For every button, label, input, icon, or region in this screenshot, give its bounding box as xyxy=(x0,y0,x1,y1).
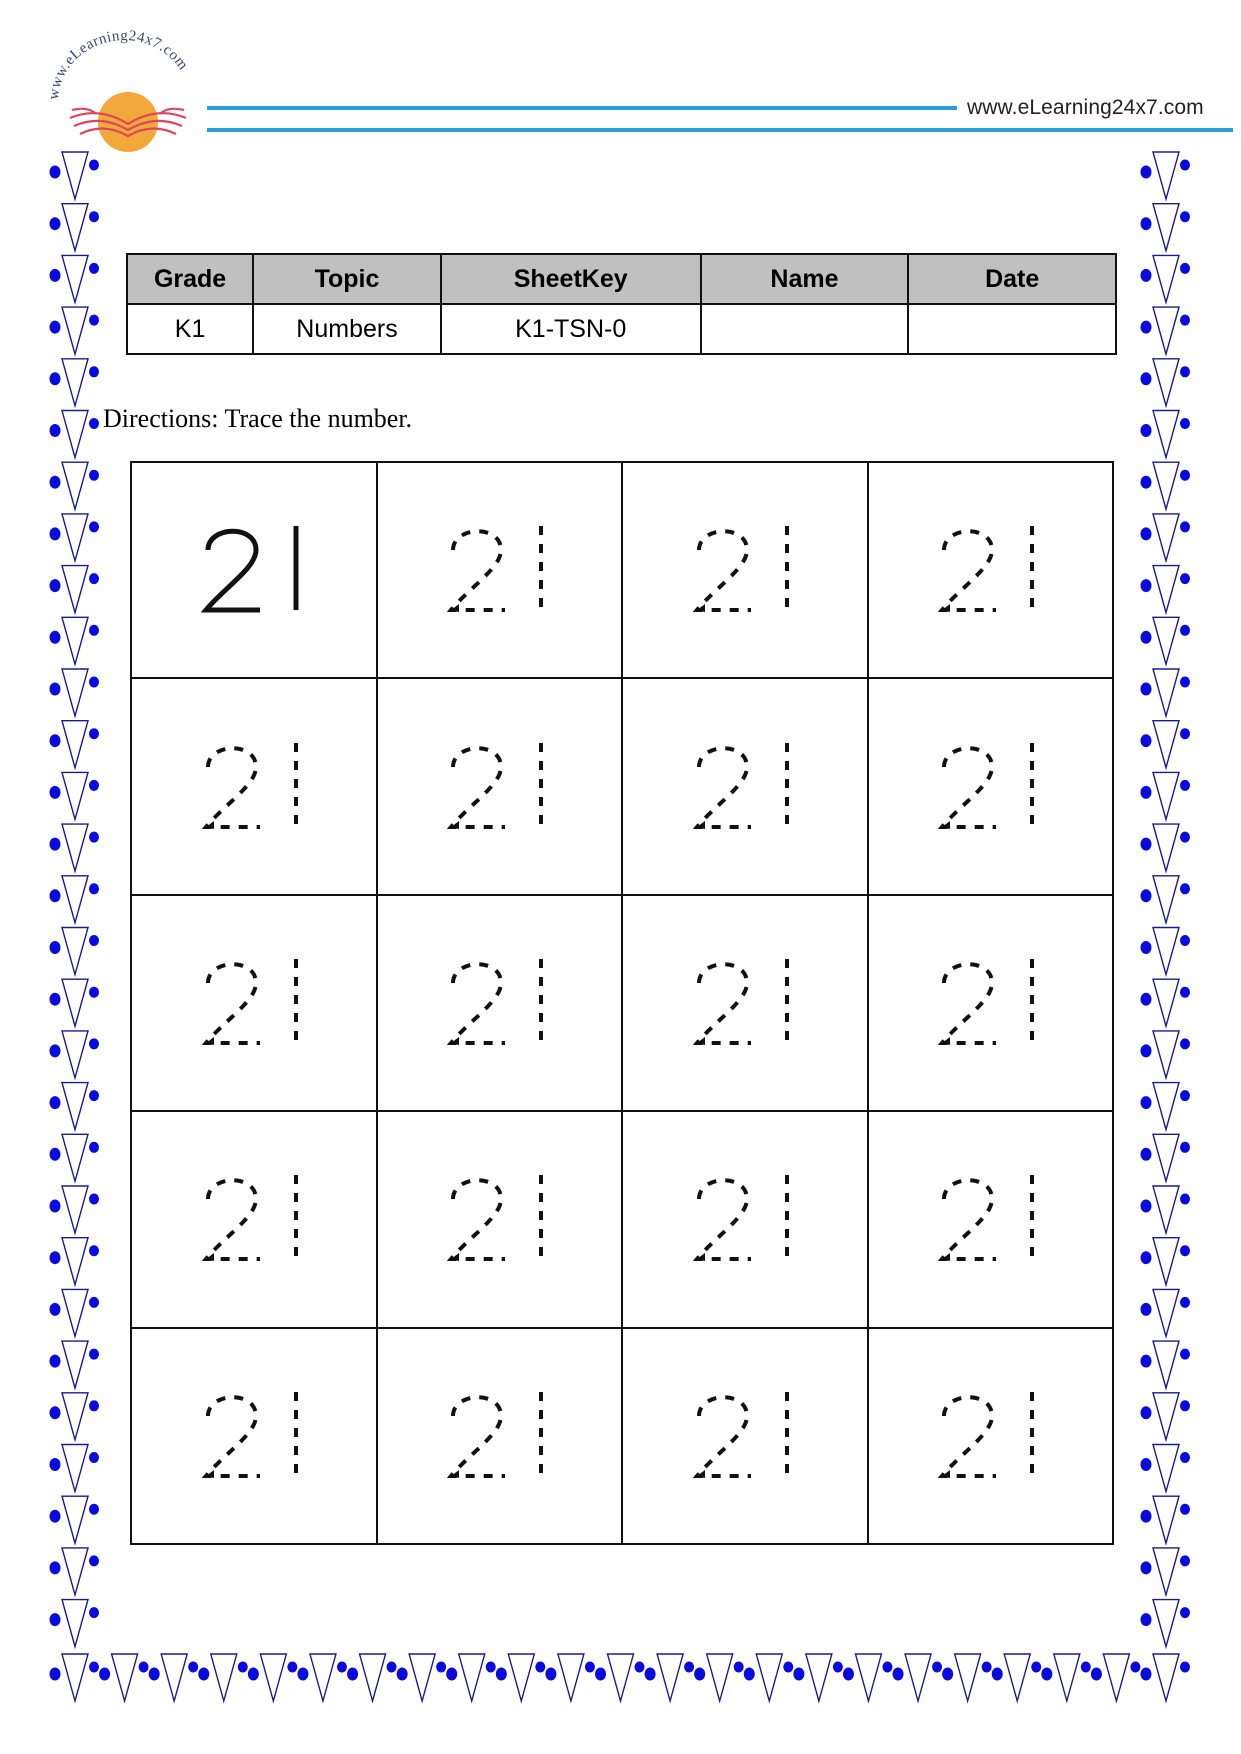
border-motif xyxy=(1141,514,1191,561)
border-motif xyxy=(1141,1134,1191,1181)
border-motif xyxy=(1141,928,1191,975)
number-21-dashed xyxy=(930,953,1050,1053)
border-motif xyxy=(992,1654,1042,1701)
trace-cell[interactable] xyxy=(868,1111,1114,1327)
sun-open-book-icon xyxy=(44,22,214,152)
border-motif xyxy=(793,1654,843,1701)
number-21-dashed xyxy=(685,1386,805,1486)
trace-row xyxy=(131,1328,1113,1544)
number-21-dashed xyxy=(194,1169,314,1269)
number-21-dashed xyxy=(685,953,805,1053)
border-motif xyxy=(50,824,100,871)
border-motif xyxy=(1141,1548,1191,1595)
border-motif xyxy=(50,204,100,251)
border-motif xyxy=(50,566,100,613)
border-motif xyxy=(50,669,100,716)
date-field[interactable] xyxy=(908,304,1116,354)
trace-cell[interactable] xyxy=(377,1111,623,1327)
border-motif xyxy=(1141,669,1191,716)
border-motif xyxy=(744,1654,794,1701)
logo-arc-text: www.eLearning24x7.com xyxy=(45,27,192,101)
border-motif xyxy=(1141,462,1191,509)
number-trace-grid xyxy=(130,461,1114,1545)
number-21-dashed xyxy=(685,1169,805,1269)
border-motif xyxy=(149,1654,199,1701)
number-21-dashed xyxy=(439,737,559,837)
border-motif xyxy=(1141,152,1191,199)
trace-cell[interactable] xyxy=(377,1328,623,1544)
trace-cell[interactable] xyxy=(622,678,868,894)
header-rule-top xyxy=(207,106,957,110)
site-logo xyxy=(44,22,214,152)
border-motif xyxy=(1141,1496,1191,1543)
trace-cell[interactable] xyxy=(868,895,1114,1111)
number-21-dashed xyxy=(194,737,314,837)
number-21-dashed xyxy=(685,520,805,620)
border-motif xyxy=(50,1496,100,1543)
header-sheetkey: SheetKey xyxy=(441,254,701,304)
border-motif xyxy=(50,1186,100,1233)
border-motif xyxy=(1141,204,1191,251)
trace-row xyxy=(131,462,1113,678)
border-motif xyxy=(1141,255,1191,302)
border-motif xyxy=(50,1600,100,1647)
border-motif xyxy=(496,1654,546,1701)
border-motif xyxy=(1141,1031,1191,1078)
header-date: Date xyxy=(908,254,1116,304)
border-motif xyxy=(1141,307,1191,354)
trace-cell[interactable] xyxy=(131,1328,377,1544)
border-motif xyxy=(198,1654,248,1701)
border-motif xyxy=(50,514,100,561)
border-motif xyxy=(347,1654,397,1701)
worksheet-info-table xyxy=(126,253,1117,355)
sheetkey-value: K1-TSN-0 xyxy=(441,304,701,354)
border-motif xyxy=(595,1654,645,1701)
border-motif xyxy=(248,1654,298,1701)
border-motif xyxy=(1141,979,1191,1026)
number-21-dashed xyxy=(930,1386,1050,1486)
border-motif xyxy=(1141,1289,1191,1336)
border-motif xyxy=(50,772,100,819)
border-motif xyxy=(1141,1186,1191,1233)
svg-text:www.eLearning24x7.com xyxy=(46,28,191,101)
grade-value: K1 xyxy=(127,304,253,354)
info-table-value-row xyxy=(127,304,1116,354)
border-motif xyxy=(1141,1445,1191,1492)
border-motif xyxy=(50,411,100,458)
border-motif xyxy=(1141,1341,1191,1388)
site-url: www.eLearning24x7.com xyxy=(967,96,1204,119)
border-motif xyxy=(50,1445,100,1492)
border-motif xyxy=(1141,824,1191,871)
border-motif xyxy=(50,307,100,354)
border-motif xyxy=(843,1654,893,1701)
border-motif xyxy=(545,1654,595,1701)
number-21-dashed xyxy=(194,953,314,1053)
border-motif xyxy=(1041,1654,1091,1701)
trace-cell[interactable] xyxy=(868,462,1114,678)
border-motif xyxy=(50,1289,100,1336)
directions-text: Directions: Trace the number. xyxy=(103,404,413,433)
number-21-dashed xyxy=(439,953,559,1053)
number-21-dashed xyxy=(930,737,1050,837)
border-motif xyxy=(50,1393,100,1440)
number-21-solid xyxy=(194,520,314,620)
trace-cell[interactable] xyxy=(131,462,377,678)
border-motif xyxy=(1141,772,1191,819)
trace-cell[interactable] xyxy=(377,895,623,1111)
header-rule-bottom xyxy=(207,128,1233,132)
border-motif xyxy=(1141,1600,1191,1647)
trace-cell[interactable] xyxy=(131,1111,377,1327)
trace-cell[interactable] xyxy=(622,1111,868,1327)
border-motif xyxy=(50,462,100,509)
border-motif xyxy=(50,1083,100,1130)
border-motif xyxy=(50,617,100,664)
border-motif xyxy=(446,1654,496,1701)
border-motif xyxy=(50,721,100,768)
trace-cell[interactable] xyxy=(868,1328,1114,1544)
info-table-header-row xyxy=(127,254,1116,304)
border-motif xyxy=(645,1654,695,1701)
border-motif xyxy=(1141,359,1191,406)
border-motif xyxy=(1141,1393,1191,1440)
border-motif xyxy=(1141,566,1191,613)
number-21-dashed xyxy=(194,1386,314,1486)
name-field[interactable] xyxy=(701,304,909,354)
header-topic: Topic xyxy=(253,254,441,304)
border-motif xyxy=(1141,721,1191,768)
border-motif xyxy=(397,1654,447,1701)
border-motif xyxy=(50,1134,100,1181)
border-motif xyxy=(1141,1654,1191,1701)
topic-value: Numbers xyxy=(253,304,441,354)
border-motif xyxy=(50,979,100,1026)
header-name: Name xyxy=(701,254,909,304)
trace-cell[interactable] xyxy=(377,678,623,894)
border-motif xyxy=(99,1654,149,1701)
border-motif xyxy=(50,1031,100,1078)
border-motif xyxy=(893,1654,943,1701)
border-motif xyxy=(50,1341,100,1388)
trace-cell[interactable] xyxy=(131,678,377,894)
border-motif xyxy=(50,152,100,199)
border-motif xyxy=(50,255,100,302)
trace-row xyxy=(131,895,1113,1111)
border-motif xyxy=(1141,1083,1191,1130)
header-grade: Grade xyxy=(127,254,253,304)
number-21-dashed xyxy=(439,520,559,620)
border-motif xyxy=(1141,617,1191,664)
trace-row xyxy=(131,678,1113,894)
number-21-dashed xyxy=(930,1169,1050,1269)
border-motif xyxy=(1141,1238,1191,1285)
border-motif xyxy=(694,1654,744,1701)
border-motif xyxy=(50,876,100,923)
border-motif xyxy=(1141,876,1191,923)
number-21-dashed xyxy=(439,1386,559,1486)
trace-cell[interactable] xyxy=(622,462,868,678)
border-motif xyxy=(297,1654,347,1701)
trace-row xyxy=(131,1111,1113,1327)
number-21-dashed xyxy=(930,520,1050,620)
border-motif xyxy=(50,1548,100,1595)
trace-cell[interactable] xyxy=(131,895,377,1111)
border-motif xyxy=(942,1654,992,1701)
number-21-dashed xyxy=(685,737,805,837)
border-motif xyxy=(50,1238,100,1285)
trace-cell[interactable] xyxy=(622,895,868,1111)
border-motif xyxy=(1141,411,1191,458)
trace-cell[interactable] xyxy=(622,1328,868,1544)
trace-cell[interactable] xyxy=(868,678,1114,894)
border-motif xyxy=(50,928,100,975)
border-motif xyxy=(50,359,100,406)
number-21-dashed xyxy=(439,1169,559,1269)
border-motif xyxy=(1091,1654,1141,1701)
trace-cell[interactable] xyxy=(377,462,623,678)
border-motif xyxy=(50,1654,100,1701)
